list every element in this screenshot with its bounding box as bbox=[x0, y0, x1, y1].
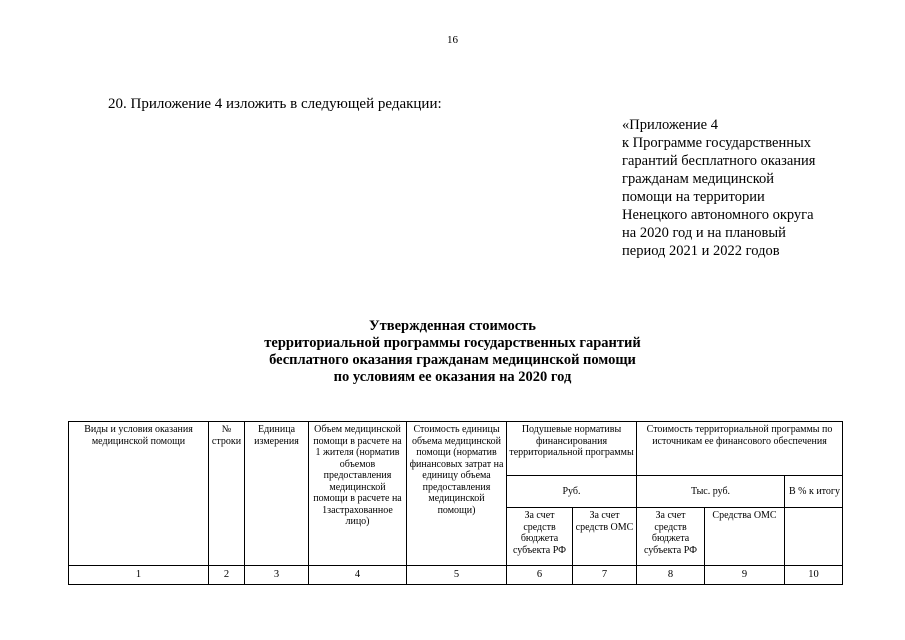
cost-table bbox=[68, 421, 843, 585]
column-number: 10 bbox=[785, 566, 843, 585]
appendix-note-line: период 2021 и 2022 годов bbox=[622, 243, 780, 259]
header-unit-cost: Стоимость единицы объема медицинской помощи (норматив финансовых затрат на единицу объема предоставления медицинской помощи) bbox=[407, 422, 507, 566]
header-row-number: № строки bbox=[209, 422, 245, 566]
header-rub: Руб. bbox=[507, 476, 637, 508]
header-oms-cost: Средства ОМС bbox=[705, 508, 785, 566]
title-line: бесплатного оказания гражданам медицинской помощи bbox=[269, 352, 636, 368]
header-oms-per-capita: За счет средств ОМС bbox=[573, 508, 637, 566]
header-thous-rub: Тыс. руб. bbox=[637, 476, 785, 508]
document-title bbox=[0, 318, 905, 386]
page-number: 16 bbox=[447, 34, 458, 46]
amendment-item-text: 20. Приложение 4 изложить в следующей редакции: bbox=[108, 96, 442, 112]
title-line: Утвержденная стоимость bbox=[369, 318, 536, 334]
appendix-note-line: помощи на территории bbox=[622, 189, 765, 205]
column-number: 5 bbox=[407, 566, 507, 585]
header-volume-norm: Объем медицинской помощи в расчете на 1 жителя (норматив объемов предоставления медицинской помощи в расчете на 1застрахованное лицо) bbox=[309, 422, 407, 566]
appendix-note-line: на 2020 год и на плановый bbox=[622, 225, 786, 241]
header-budget-per-capita: За счет средств бюджета субъекта РФ bbox=[507, 508, 573, 566]
appendix-note-line: Ненецкого автономного округа bbox=[622, 207, 814, 223]
appendix-note-line: гарантий бесплатного оказания bbox=[622, 153, 816, 169]
column-number: 4 bbox=[309, 566, 407, 585]
appendix-note-line: «Приложение 4 bbox=[622, 117, 718, 133]
appendix-note-line: к Программе государственных bbox=[622, 135, 812, 151]
header-percent: В % к итогу bbox=[785, 476, 843, 508]
column-number: 2 bbox=[209, 566, 245, 585]
title-line: территориальной программы государственных гарантий bbox=[264, 335, 641, 351]
appendix-note bbox=[622, 116, 882, 260]
header-percent-empty bbox=[785, 508, 843, 566]
column-number: 6 bbox=[507, 566, 573, 585]
header-service-type: Виды и условия оказания медицинской помощи bbox=[69, 422, 209, 566]
column-number: 3 bbox=[245, 566, 309, 585]
title-line: по условиям ее оказания на 2020 год bbox=[333, 369, 572, 385]
column-number: 1 bbox=[69, 566, 209, 585]
header-unit: Единица измерения bbox=[245, 422, 309, 566]
column-number: 8 bbox=[637, 566, 705, 585]
header-per-capita-norms: Подушевые нормативы финансирования территориальной программы bbox=[507, 422, 637, 476]
appendix-note-line: гражданам медицинской bbox=[622, 171, 775, 187]
header-budget-cost: За счет средств бюджета субъекта РФ bbox=[637, 508, 705, 566]
header-program-cost: Стоимость территориальной программы по источникам ее финансового обеспечения bbox=[637, 422, 843, 476]
column-number: 9 bbox=[705, 566, 785, 585]
column-number: 7 bbox=[573, 566, 637, 585]
